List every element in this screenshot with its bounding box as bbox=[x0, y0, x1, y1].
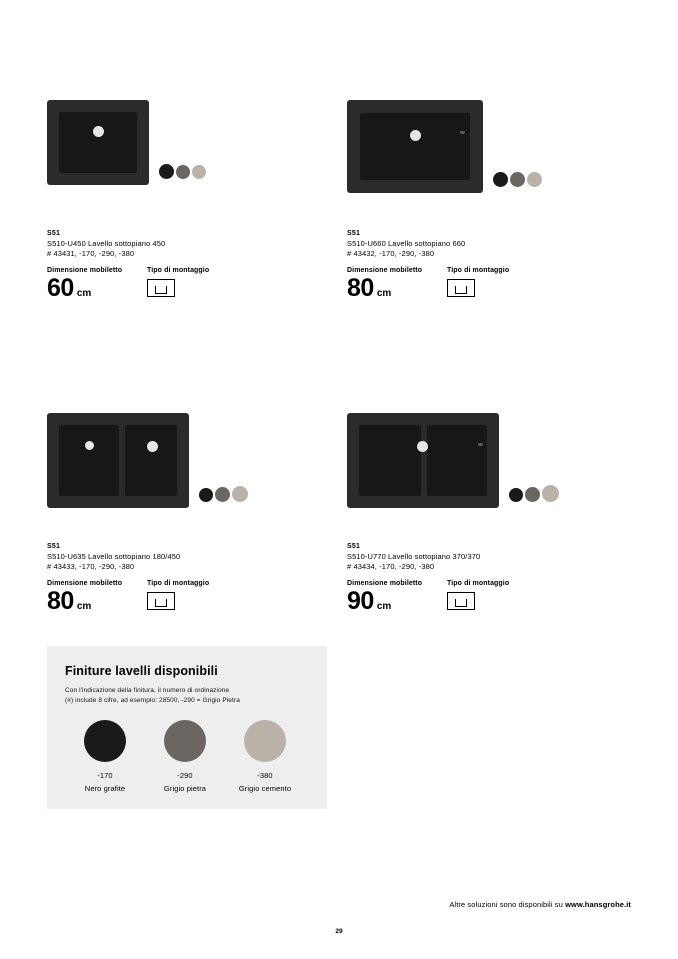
mount-label: Tipo di montaggio bbox=[147, 580, 210, 587]
finish-color-circle bbox=[84, 720, 126, 762]
color-dot-290 bbox=[525, 487, 540, 502]
finish-swatch bbox=[225, 720, 305, 793]
product-description: S510-U635 Lavello sottopiano 180/450 bbox=[47, 552, 181, 561]
color-dot-290 bbox=[510, 172, 525, 187]
sink-image-4 bbox=[347, 413, 668, 533]
product-card-3 bbox=[0, 413, 339, 614]
color-dot-380 bbox=[192, 165, 206, 179]
color-dot-170 bbox=[159, 164, 174, 179]
finishes-title: Finiture lavelli disponibili bbox=[65, 664, 218, 678]
finishes-subtitle-line1: Con l'indicazione della finitura, il numero di ordinazione bbox=[65, 687, 230, 694]
product-description: S510-U660 Lavello sottopiano 660 bbox=[347, 239, 466, 248]
cabinet-size-value: 60 bbox=[47, 274, 74, 302]
page-number: 29 bbox=[335, 928, 343, 935]
color-dots-2 bbox=[493, 172, 542, 193]
color-dot-170 bbox=[199, 488, 213, 502]
cabinet-size-unit: cm bbox=[376, 601, 392, 612]
finish-name: Grigio cemento bbox=[238, 783, 292, 793]
cabinet-size-value: 90 bbox=[347, 587, 374, 615]
product-card-4 bbox=[339, 413, 678, 614]
size-label: Dimensione mobiletto bbox=[347, 580, 423, 587]
finish-color-circle bbox=[244, 720, 286, 762]
product-code: # 43431, -170, -290, -380 bbox=[47, 249, 135, 258]
series-label: S51 bbox=[347, 230, 361, 237]
finish-name: Nero grafite bbox=[84, 783, 126, 793]
mount-label: Tipo di montaggio bbox=[447, 580, 510, 587]
product-grid bbox=[0, 100, 678, 614]
cabinet-size-value: 80 bbox=[47, 587, 74, 615]
product-code: # 43434, -170, -290, -380 bbox=[347, 562, 435, 571]
size-label: Dimensione mobiletto bbox=[47, 580, 123, 587]
product-row bbox=[0, 413, 678, 614]
product-code: # 43432, -170, -290, -380 bbox=[347, 249, 435, 258]
sink-graphic bbox=[347, 100, 483, 193]
undermount-icon bbox=[147, 279, 175, 299]
undermount-icon bbox=[447, 279, 475, 299]
sink-graphic bbox=[47, 100, 149, 185]
product-description: S510-U770 Lavello sottopiano 370/370 bbox=[347, 552, 481, 561]
footer-note-text: Altre soluzioni sono disponibili su bbox=[449, 900, 566, 909]
mount-label: Tipo di montaggio bbox=[147, 267, 210, 274]
sink-graphic bbox=[47, 413, 189, 508]
sink-image-1 bbox=[47, 100, 329, 220]
mount-label: Tipo di montaggio bbox=[447, 267, 510, 274]
product-description: S510-U450 Lavello sottopiano 450 bbox=[47, 239, 166, 248]
finishes-panel bbox=[47, 646, 327, 809]
finish-name: Grigio pietra bbox=[163, 783, 207, 793]
product-card-2 bbox=[339, 100, 678, 301]
color-dots-1 bbox=[159, 164, 206, 185]
cabinet-size-unit: cm bbox=[76, 288, 92, 299]
size-label: Dimensione mobiletto bbox=[347, 267, 423, 274]
finish-color-circle bbox=[164, 720, 206, 762]
cabinet-size-unit: cm bbox=[376, 288, 392, 299]
finish-swatch bbox=[65, 720, 145, 793]
product-code: # 43433, -170, -290, -380 bbox=[47, 562, 135, 571]
product-row bbox=[0, 100, 678, 301]
undermount-icon bbox=[447, 592, 475, 612]
color-dot-170 bbox=[509, 488, 523, 502]
cabinet-size-value: 80 bbox=[347, 274, 374, 302]
finish-code: -380 bbox=[257, 770, 273, 780]
footer-link[interactable]: www.hansgrohe.it bbox=[565, 900, 631, 909]
color-dots-3 bbox=[199, 486, 248, 508]
finishes-subtitle-line2: (#) include 8 cifre, ad esempio: 28500, -290 = Grigio Pietra bbox=[65, 696, 240, 704]
series-label: S51 bbox=[47, 543, 61, 550]
product-card-1 bbox=[0, 100, 339, 301]
cabinet-size-unit: cm bbox=[76, 601, 92, 612]
color-dots-4 bbox=[509, 485, 559, 508]
color-dot-290 bbox=[215, 487, 230, 502]
series-label: S51 bbox=[47, 230, 61, 237]
series-label: S51 bbox=[347, 543, 361, 550]
size-label: Dimensione mobiletto bbox=[47, 267, 123, 274]
finish-swatch bbox=[145, 720, 225, 793]
color-dot-380 bbox=[232, 486, 248, 502]
finish-swatch-list bbox=[47, 706, 327, 793]
finish-code: -170 bbox=[97, 770, 113, 780]
color-dot-380 bbox=[542, 485, 559, 502]
color-dot-380 bbox=[527, 172, 542, 187]
color-dot-170 bbox=[493, 172, 508, 187]
sink-image-2 bbox=[347, 100, 668, 220]
undermount-icon bbox=[147, 592, 175, 612]
finish-code: -290 bbox=[177, 770, 193, 780]
sink-graphic bbox=[347, 413, 499, 508]
footer-note bbox=[449, 900, 631, 909]
sink-image-3 bbox=[47, 413, 329, 533]
color-dot-290 bbox=[176, 165, 190, 179]
